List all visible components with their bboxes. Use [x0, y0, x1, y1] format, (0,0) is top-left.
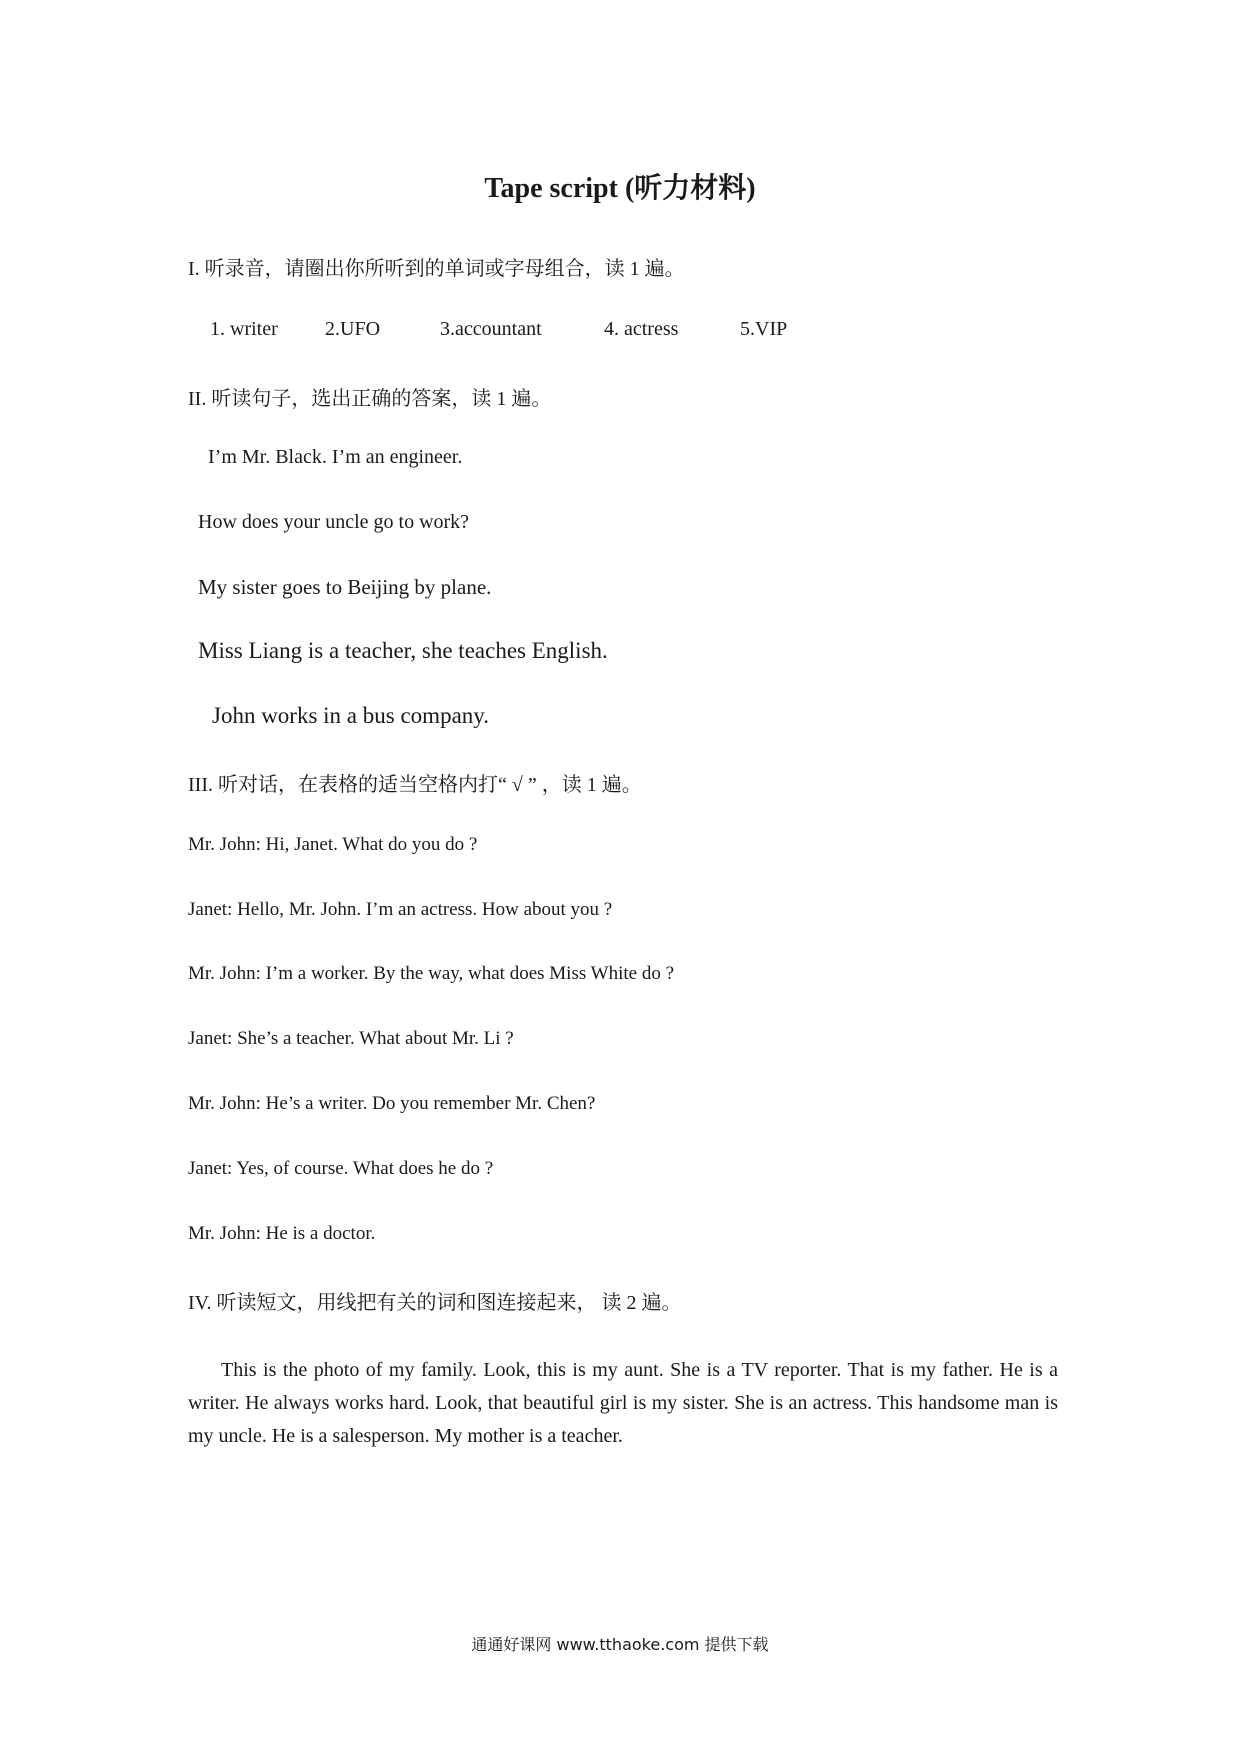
sentence: Miss Liang is a teacher, she teaches English.: [198, 638, 608, 663]
sentence: I’m Mr. Black. I’m an engineer.: [208, 446, 463, 468]
dialogue-line: Janet: Yes, of course. What does he do ?: [188, 1158, 494, 1179]
word-option: 4. actress: [604, 318, 679, 340]
word-option: 3.accountant: [440, 318, 542, 340]
word-option: 2.UFO: [325, 318, 381, 340]
dialogue-line: Janet: She’s a teacher. What about Mr. Li ?: [188, 1028, 514, 1049]
word-option: 5.VIP: [740, 318, 788, 340]
footer-credit: 通通好课网 www.tthaoke.com 提供下载: [471, 1635, 769, 1654]
sentence: My sister goes to Beijing by plane.: [198, 575, 492, 599]
section-2-heading: II. 听读句子，选出正确的答案，读 1 遍。: [188, 388, 552, 410]
dialogue-line: Janet: Hello, Mr. John. I’m an actress. How about you ?: [188, 899, 613, 920]
word-option: 1. writer: [210, 318, 278, 340]
dialogue-line: Mr. John: Hi, Janet. What do you do ?: [188, 834, 478, 855]
dialogue-line: Mr. John: He is a doctor.: [188, 1223, 376, 1244]
passage-paragraph: This is the photo of my family. Look, this is my aunt. She is a TV reporter. That is my father. He is a writer. He always works hard. Look, that beautiful girl is my sister. She is an actress. This handsome man is my uncle. He is a salesperson. My mother is a teacher.: [188, 1359, 1058, 1447]
dialogue-line: Mr. John: He’s a writer. Do you remember Mr. Chen?: [188, 1093, 596, 1114]
dialogue-line: Mr. John: I’m a worker. By the way, what does Miss White do ?: [188, 963, 675, 984]
sentence: John works in a bus company.: [212, 703, 490, 728]
page-title: Tape script (听力材料): [484, 173, 756, 204]
section-4-heading: IV. 听读短文，用线把有关的词和图连接起来， 读 2 遍。: [188, 1292, 682, 1314]
section-3-heading: III. 听对话，在表格的适当空格内打“ √ ” ，读 1 遍。: [188, 774, 642, 796]
section-1-heading: I. 听录音，请圈出你所听到的单词或字母组合，读 1 遍。: [188, 258, 685, 280]
sentence: How does your uncle go to work?: [198, 511, 470, 533]
